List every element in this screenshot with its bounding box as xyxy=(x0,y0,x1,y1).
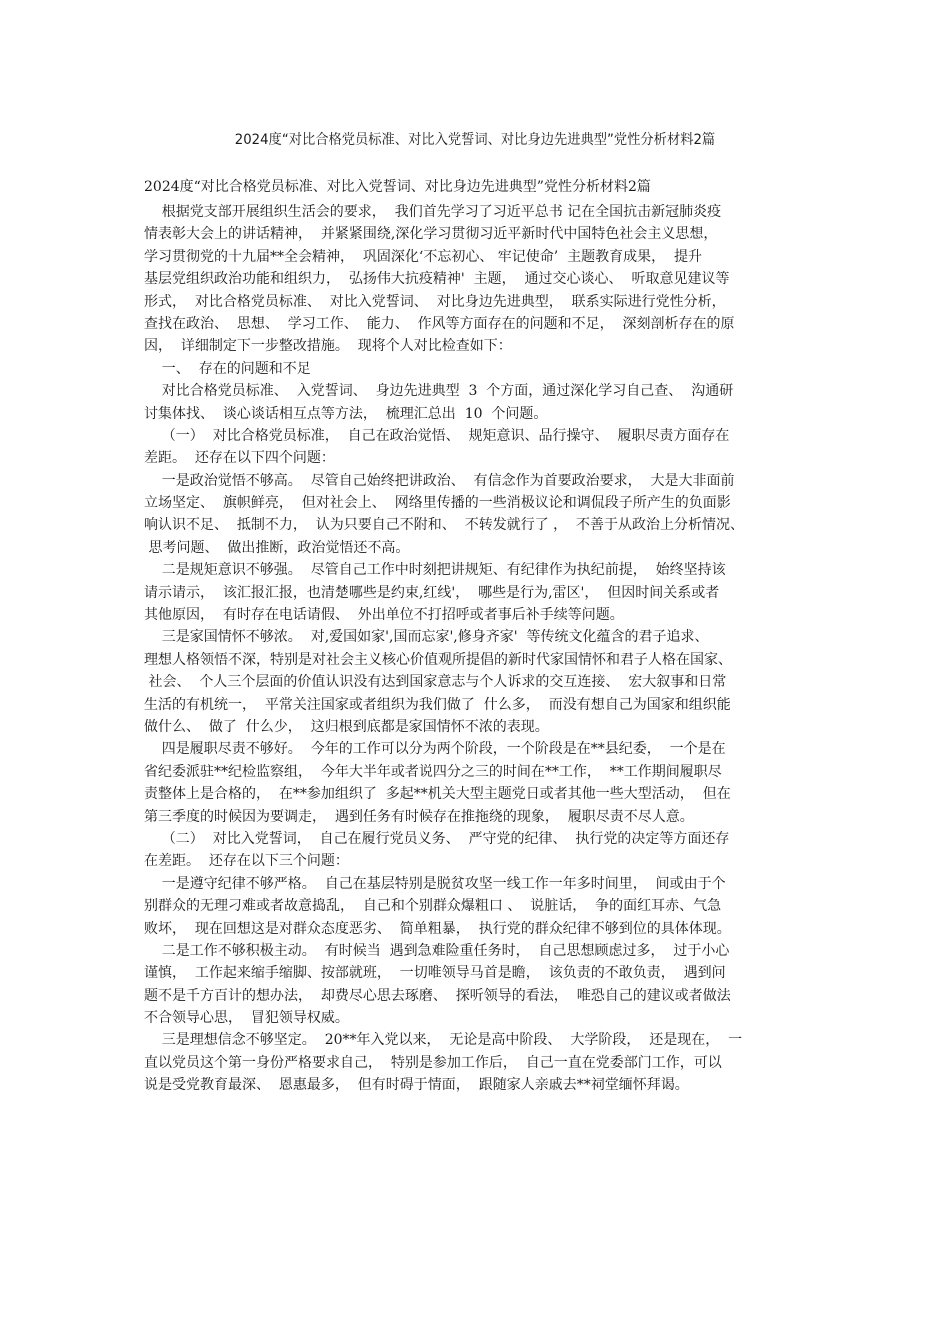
paragraph-line: 请示请示， 该汇报汇报，也清楚哪些是约束,红线'， 哪些是行为,雷区'， 但因时间关系或者 xyxy=(144,584,720,601)
paragraph-line: 对比合格党员标准、 入党誓词、 身边先进典型 3 个方面，通过深化学习自己查、 沟通研 xyxy=(144,383,734,400)
document-subtitle-line: 2024度“对比合格党员标准、对比入党誓词、对比身边先进典型”党性分析材料2篇 xyxy=(144,179,651,195)
paragraph-line: 根据党支部开展组织生活会的要求， 我们首先学习了习近平总书 记在全国抗击新冠肺炎疫 xyxy=(144,204,722,220)
paragraph-line: 理想人格领悟不深，特别是对社会主义核心价值观所提倡的新时代家国情怀和君子人格在国家、 xyxy=(144,651,732,668)
paragraph-line: 响认识不足、 抵制不力， 认为只要自己不附和、 不转发就行了 ， 不善于从政治上分析情况、 xyxy=(144,517,745,534)
paragraph-line: 一、 存在的问题和不足 xyxy=(144,360,311,377)
paragraph-line: 形式， 对比合格党员标准、 对比入党誓词、 对比身边先进典型， 联系实际进行党性分析， xyxy=(144,293,726,310)
paragraph-line: （一） 对比合格党员标准， 自己在政治觉悟、 规矩意识、品行操守、 履职尽责方面存在 xyxy=(144,427,730,444)
paragraph-line: 立场坚定、 旗帜鲜亮， 但对社会上、 网络里传播的一些消极议论和调侃段子所产生的负面影 xyxy=(144,495,731,512)
paragraph-line: 别群众的无理刁难或者故意捣乱， 自己和个别群众爆粗口 、 说脏话， 争的面红耳赤、气急 xyxy=(144,898,722,915)
paragraph-line: 一是政治觉悟不够高。 尽管自己始终把讲政治、 有信念作为首要政治要求， 大是大非面前 xyxy=(144,472,735,489)
paragraph-line: 一是遵守纪律不够严格。 自己在基层特别是脱贫攻坚一线工作一年多时间里， 间或由于个 xyxy=(144,875,726,892)
document-body xyxy=(144,176,824,1097)
paragraph-line: 省纪委派驻**纪检监察组， 今年大半年或者说四分之三的时间在**工作， **工作期间履职尽 xyxy=(144,763,722,780)
paragraph-line: 三是家国情怀不够浓。 对,爱国如家',国而忘家',修身齐家' 等传统文化蕴含的君子追求、 xyxy=(144,629,709,646)
paragraph-line: 败坏， 现在回想这是对群众态度恶劣、 简单粗暴， 执行党的群众纪律不够到位的具体体现。 xyxy=(144,920,731,937)
paragraph-line: 不合领导心思， 冒犯领导权威。 xyxy=(144,1010,349,1027)
paragraph-line: 情表彰大会上的讲话精神， 并紧紧围绕,深化学习贯彻习近平新时代中国特色社会主义思想， xyxy=(144,226,718,243)
paragraph-line: 在差距。 还存在以下三个问题： xyxy=(144,853,349,870)
paragraph-line: 社会、 个人三个层面的价值认识没有达到国家意志与个人诉求的交互连接、 宏大叙事和日常 xyxy=(144,674,727,691)
paragraph-line: 题不是千方百计的想办法， 却费尽心思去琢磨、 探听领导的看法， 唯恐自己的建议或者做法 xyxy=(144,987,731,1004)
paragraph-line: 生活的有机统一， 平常关注国家或者组织为我们做了 什么多， 而没有想自己为国家和组织能 xyxy=(144,696,731,713)
paragraph-line: 讨集体找、 谈心谈话相互点等方法， 梳理汇总出 10 个问题。 xyxy=(144,405,548,422)
paragraph-line: （二） 对比入党誓词， 自己在履行党员义务、 严守党的纪律、 执行党的决定等方面还存 xyxy=(144,830,730,847)
paragraph-line: 谨慎， 工作起来缩手缩脚、按部就班， 一切唯领导马首是瞻， 该负责的不敢负责， 遇到问 xyxy=(144,965,726,982)
document-title: 2024度“对比合格党员标准、对比入党誓词、对比身边先进典型”党性分析材料2篇 xyxy=(234,132,716,148)
paragraph-line: 学习贯彻党的十九届**全会精神， 巩固深化‘不忘初心、 牢记使命’ 主题教育成果， 提升 xyxy=(144,248,703,265)
paragraph-line: 思考问题、 做出推断，政治觉悟还不高。 xyxy=(144,539,410,556)
paragraph-line: 第三季度的时候因为要调走， 遇到任务有时候存在推拖绕的现象， 履职尽责不尽人意。 xyxy=(144,808,694,825)
paragraph-line: 基层党组织政治功能和组织力， 弘扬伟大抗疫精神' 主题， 通过交心谈心、 听取意见建议等 xyxy=(144,271,730,288)
paragraph-line: 做什么、 做了 什么少， 这归根到底都是家国情怀不浓的表现。 xyxy=(144,718,549,735)
paragraph-line: 三是理想信念不够坚定。 20**年入党以来， 无论是高中阶段、 大学阶段， 还是现在， 一 xyxy=(144,1032,743,1049)
paragraph-line: 差距。 还存在以下四个问题： xyxy=(144,450,335,467)
paragraph-line: 直以党员这个第一身份严格要求自己， 特别是参加工作后， 自己一直在党委部门工作，可以 xyxy=(144,1054,722,1071)
paragraph-line: 责整体上是合格的， 在**参加组织了 多起**机关大型主题党日或者其他一些大型活动， 但在 xyxy=(144,786,731,803)
paragraph-line: 其他原因， 有时存在电话请假、 外出单位不打招呼或者事后补手续等问题。 xyxy=(144,607,624,624)
paragraph-line: 二是规矩意识不够强。 尽管自己工作中时刻把讲规矩、有纪律作为执纪前提， 始终坚持该 xyxy=(144,562,726,579)
paragraph-line: 因， 详细制定下一步整改措施。 现将个人对比检查如下： xyxy=(144,338,512,355)
paragraph-line: 说是受党教育最深、 恩惠最多， 但有时碍于情面， 跟随家人亲戚去**祠堂缅怀拜谒。 xyxy=(144,1077,689,1094)
paragraph-line: 二是工作不够积极主动。 有时候当 遇到急难险重任务时， 自己思想顾虑过多， 过于小心 xyxy=(144,942,730,959)
paragraph-line: 查找在政治、 思想、 学习工作、 能力、 作风等方面存在的问题和不足， 深刻剖析存在的原 xyxy=(144,315,735,332)
paragraph-line: 四是履职尽责不够好。 今年的工作可以分为两个阶段，一个阶段是在**县纪委， 一个是在 xyxy=(144,741,726,758)
